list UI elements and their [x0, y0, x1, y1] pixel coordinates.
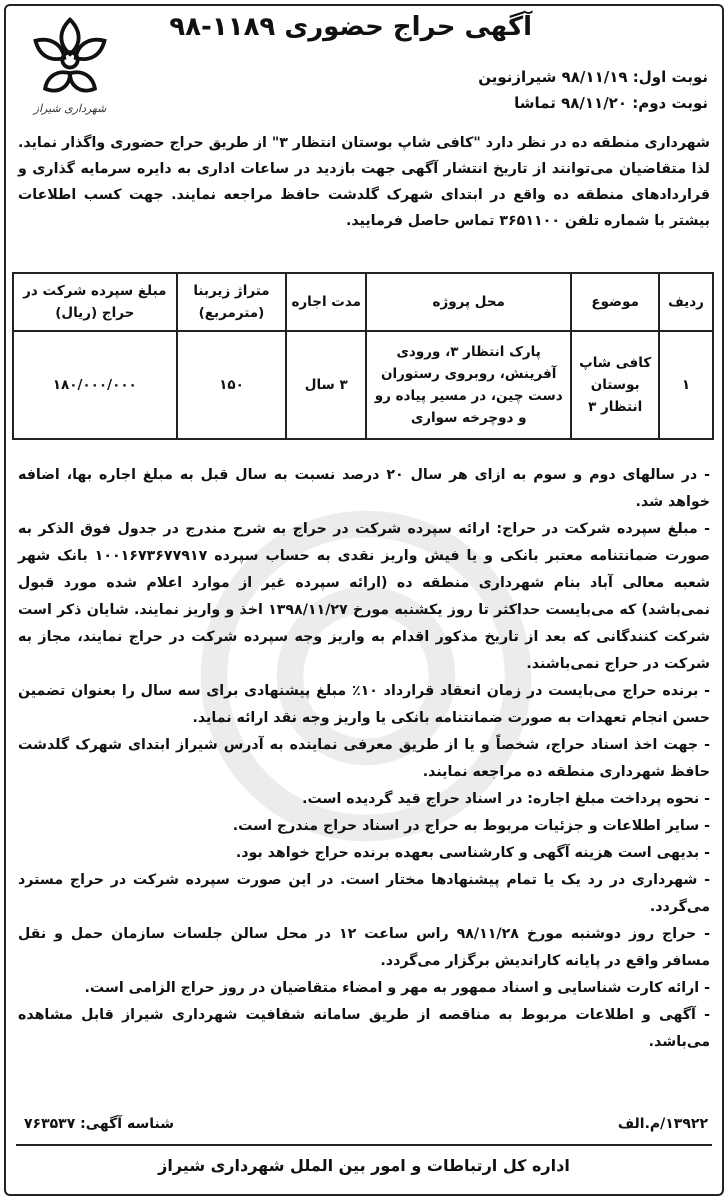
- col-floor-area: متراژ زیربنا (مترمربع): [177, 273, 287, 331]
- list-item: - مبلغ سپرده شرکت در حراج: ارائه سپرده شرکت در حراج به شرح مندرج در جدول فوق الذکر به صورت ضمانتنامه معتبر بانکی و یا فیش واریز نقدی به حساب سپرده ۱۰۰۱۶۷۳۶۷۷۹۱۷ بانک شهر شعبه معالی آباد بنام شهرداری منطقه ده (ارائه سپرده غیر از موارد اعلام شده مورد قبول نمی‌باشد) که می‌بایست حداکثر تا روز یکشنبه مورخ ۱۳۹۸/۱۱/۲۷ اخذ و واریز نمایند. شایان ذکر است شرکت کنندگانی که بعد از تاریخ مذکور اقدام به واریز وجه سپرده شرکت در حراج نمایند، مجاز به شرکت در حراج نمی‌باشند.: [18, 521, 710, 672]
- notice-title: آگهی حراج حضوری ۱۱۸۹-۹۸: [169, 12, 532, 42]
- table-row: [13, 331, 713, 439]
- cell-lease-term: ۳ سال: [286, 331, 366, 439]
- list-item: - ارائه کارت شناسایی و اسناد ممهور به مهر و امضاء متقاضیان در روز حراج الزامی است.: [84, 980, 710, 996]
- list-item: - حراج روز دوشنبه مورخ ۹۸/۱۱/۲۸ راس ساعت ۱۲ در محل سالن جلسات سازمان حمل و نقل مسافر واقع در پایانه کاراندیش برگزار می‌گردد.: [18, 926, 710, 969]
- list-item: - نحوه پرداخت مبلغ اجاره: در اسناد حراج قید گردیده است.: [302, 791, 710, 807]
- list-item: - آگهی و اطلاعات مربوط به مناقصه از طریق سامانه شفافیت شهرداری شیراز قابل مشاهده می‌باشد.: [18, 1007, 710, 1050]
- table-header-row: [13, 273, 713, 331]
- intro-paragraph: شهرداری منطقه ده در نظر دارد "کافی شاپ بوستان انتظار ۳" از طریق حراج حضوری واگذار نماید. لذا متقاضیان می‌توانند از تاریخ انتشار آگهی جهت بازدید در ساعات اداری به دایره سرمایه گذاری و قراردادهای منطقه ده واقع در ابتدای شهرک گلدشت حافظ مراجعه نمایند. جهت کسب اطلاعات بیشتر با شماره تلفن ۳۶۵۱۱۰۰ تماس حاصل فرمایید.: [18, 135, 710, 229]
- flower-logo-icon: [22, 12, 118, 102]
- list-item: - سایر اطلاعات و جزئیات مربوط به حراج در اسناد حراج مندرج است.: [232, 818, 710, 834]
- municipality-logo: [22, 12, 118, 124]
- first-publication: نوبت اول: ۹۸/۱۱/۱۹ شیرازنوین: [478, 68, 708, 86]
- cell-subject: کافی شاپ بوستان انتظار ۳: [571, 331, 659, 439]
- col-deposit: مبلغ سپرده شرکت در حراج (ریال): [13, 273, 177, 331]
- cell-floor-area: ۱۵۰: [177, 331, 287, 439]
- logo-caption: شهرداری شیراز: [33, 102, 107, 115]
- auction-table: [12, 272, 714, 440]
- ad-identifier: شناسه آگهی: ۷۶۳۵۳۷: [24, 1116, 174, 1132]
- list-item: - جهت اخذ اسناد حراج، شخصاً و یا از طریق معرفی نماینده به آدرس شیراز ابتدای شهرک گلدشت حافظ شهرداری منطقه ده مراجعه نمایند.: [18, 737, 710, 780]
- list-item: - در سالهای دوم و سوم به ازای هر سال ۲۰ درصد نسبت به سال قبل به مبلغ اجاره بها، اضافه خواهد شد.: [18, 467, 710, 510]
- second-publication: نوبت دوم: ۹۸/۱۱/۲۰ تماشا: [514, 94, 708, 112]
- list-item: - برنده حراج می‌بایست در زمان انعقاد قرارداد ۱۰٪ مبلغ پیشنهادی برای سه سال را بعنوان تضمین حسن انجام تعهدات به صورت ضمانتنامه بانکی یا واریز وجه نقد ارائه نماید.: [18, 683, 711, 726]
- col-subject: موضوع: [571, 273, 659, 331]
- notice-page: [4, 4, 724, 1196]
- conditions-list: [18, 462, 710, 1056]
- col-lease-term: مدت اجاره: [286, 273, 366, 331]
- cell-location: پارک انتظار ۳، ورودی آفرینش، روبروی رستوران دست چین، در مسیر پیاده رو و دوچرخه سواری: [366, 331, 571, 439]
- cell-deposit: ۱۸۰/۰۰۰/۰۰۰: [13, 331, 177, 439]
- footer-divider: [16, 1144, 712, 1146]
- col-location: محل پروژه: [366, 273, 571, 331]
- list-item: - شهرداری در رد یک یا تمام پیشنهادها مختار است. در این صورت سپرده شرکت در حراج مسترد می‌گردد.: [18, 872, 710, 915]
- issuing-department: اداره کل ارتباطات و امور بین الملل شهرداری شیراز: [158, 1156, 570, 1175]
- list-item: - بدیهی است هزینه آگهی و کارشناسی بعهده برنده حراج خواهد بود.: [235, 845, 710, 861]
- reference-number: ۱۳۹۲۲/م.الف: [617, 1116, 708, 1132]
- col-row-number: ردیف: [659, 273, 713, 331]
- cell-row-number: ۱: [659, 331, 713, 439]
